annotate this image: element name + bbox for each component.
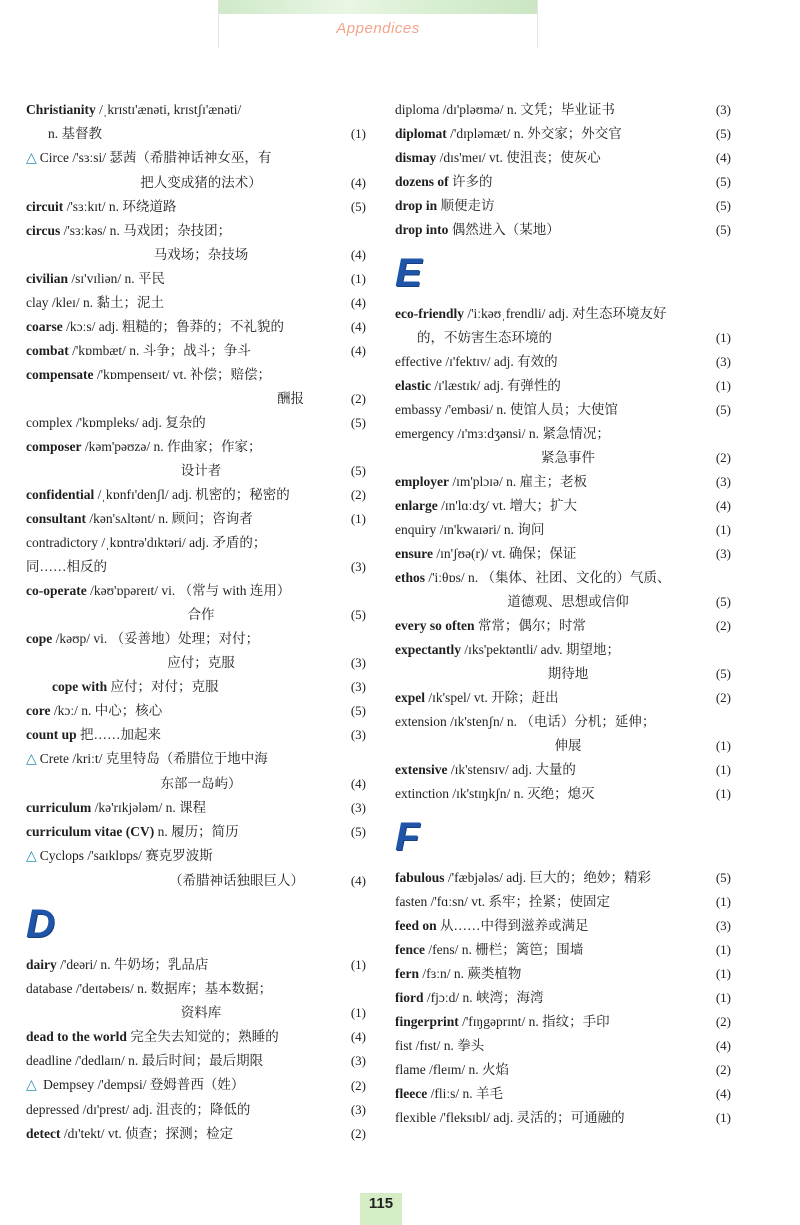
glossary-entry xyxy=(395,218,731,242)
entry-headword: extensive xyxy=(395,762,448,777)
entry-definition: /'sɜːkɪt/ n. 环绕道路 xyxy=(63,199,177,214)
entry-unit-number: (5) xyxy=(715,402,731,417)
entry-unit-number: (4) xyxy=(715,498,731,513)
entry-headword: combat xyxy=(26,343,69,358)
entry-definition: complex /'kɒmpleks/ adj. 复杂的 xyxy=(26,415,206,430)
glossary-entry xyxy=(26,579,366,627)
entry-unit-number: (4) xyxy=(350,343,366,358)
glossary-entry xyxy=(26,219,366,267)
entry-definition: /'iːθɒs/ n. （集体、社团、文化的）气质、 xyxy=(425,570,671,585)
entry-definition: 完全失去知觉的；熟睡的 xyxy=(126,1029,279,1044)
glossary-entry xyxy=(395,170,731,194)
entry-definition: /kəʊp/ vi. （妥善地）处理；对付； xyxy=(52,631,260,646)
entry-headword: circus xyxy=(26,223,61,238)
glossary-entry xyxy=(26,1049,366,1073)
entry-headword: fleece xyxy=(395,1086,428,1101)
entry-definition: fasten /'fɑːsn/ vt. 系牢；拴紧；使固定 xyxy=(395,894,610,909)
entry-unit-number: (2) xyxy=(715,450,731,465)
entry-definition: clay /kleɪ/ n. 黏土；泥土 xyxy=(26,295,164,310)
entry-definition: 顺便走访 xyxy=(437,198,495,213)
entry-definition: embassy /'embəsi/ n. 使馆人员；大使馆 xyxy=(395,402,618,417)
entry-definition: Cyclops /'saɪklɒps/ 赛克罗波斯 xyxy=(39,848,213,863)
glossary-entry xyxy=(395,638,731,686)
entry-unit-number: (2) xyxy=(715,1014,731,1029)
entry-definition: /fɜːn/ n. 蕨类植物 xyxy=(419,966,522,981)
entry-headword: count up xyxy=(26,727,77,742)
entry-unit-number: (5) xyxy=(715,126,731,141)
glossary-entry xyxy=(26,699,366,723)
entry-headword: ensure xyxy=(395,546,434,561)
glossary-entry xyxy=(395,866,731,890)
entry-definition: flame /fleɪm/ n. 火焰 xyxy=(395,1062,509,1077)
entry-continuation: 伸展 xyxy=(554,738,582,753)
entry-unit-number: (5) xyxy=(350,199,366,214)
glossary-entry xyxy=(26,953,366,977)
entry-definition: depressed /dɪ'prest/ adj. 沮丧的；降低的 xyxy=(26,1102,251,1117)
entry-headword: dozens of xyxy=(395,174,449,189)
entry-headword: fiord xyxy=(395,990,424,1005)
glossary-entry xyxy=(395,758,731,782)
glossary-column-right xyxy=(395,98,731,1130)
entry-unit-number: (2) xyxy=(715,690,731,705)
entry-definition: flexible /'fleksɪbl/ adj. 灵活的；可通融的 xyxy=(395,1110,625,1125)
entry-definition: /kɔː/ n. 中心；核心 xyxy=(50,703,163,718)
entry-unit-number: (3) xyxy=(715,474,731,489)
glossary-entry xyxy=(395,1010,731,1034)
entry-unit-number: (5) xyxy=(715,594,731,609)
entry-headword: fingerprint xyxy=(395,1014,459,1029)
glossary-entry xyxy=(26,1073,366,1098)
entry-definition: /'deəri/ n. 牛奶场；乳品店 xyxy=(56,957,209,972)
entry-unit-number: (1) xyxy=(715,966,731,981)
entry-unit-number: (5) xyxy=(715,666,731,681)
entry-headword: dismay xyxy=(395,150,437,165)
entry-definition: /fjɔːd/ n. 峡湾；海湾 xyxy=(423,990,544,1005)
entry-definition: /ɪn'ʃʊə(r)/ vt. 确保；保证 xyxy=(433,546,577,561)
entry-headword: circuit xyxy=(26,199,64,214)
glossary-entry xyxy=(26,315,366,339)
entry-continuation: 合作 xyxy=(187,607,215,622)
entry-continuation: 马戏场；杂技场 xyxy=(153,247,249,262)
entry-unit-number: (1) xyxy=(350,957,366,972)
entry-unit-number: (5) xyxy=(350,415,366,430)
entry-unit-number: (2) xyxy=(350,391,366,406)
entry-unit-number: (2) xyxy=(350,1126,366,1141)
entry-definition: deadline /'dedlaɪn/ n. 最后时间；最后期限 xyxy=(26,1053,264,1068)
glossary-entry xyxy=(395,98,731,122)
entry-continuation: n. 基督教 xyxy=(48,126,102,141)
entry-definition: /ˌkrɪstɪ'ænəti, krɪstʃɪ'ænəti/ xyxy=(95,102,242,117)
entry-unit-number: (5) xyxy=(350,463,366,478)
entry-continuation: 的，不妨害生态环境的 xyxy=(417,330,552,345)
entry-definition: emergency /ɪ'mɜːdʒənsi/ n. 紧急情况； xyxy=(395,426,610,441)
entry-headword: fabulous xyxy=(395,870,445,885)
entry-unit-number: (1) xyxy=(715,894,731,909)
entry-headword: ethos xyxy=(395,570,425,585)
entry-unit-number: (5) xyxy=(715,870,731,885)
entry-continuation: 把人变成猪的法术） xyxy=(140,175,262,190)
entry-unit-number: (3) xyxy=(715,102,731,117)
entry-unit-number: (1) xyxy=(350,271,366,286)
entry-definition: database /'deɪtəbeɪs/ n. 数据库；基本数据； xyxy=(26,981,273,996)
entry-definition: /'iːkəʊˌfrendli/ adj. 对生态环境友好 xyxy=(463,306,667,321)
glossary-entry xyxy=(395,914,731,938)
entry-definition: n. 履历；简历 xyxy=(154,824,239,839)
entry-unit-number: (3) xyxy=(350,559,366,574)
entry-headword: curriculum vitae (CV) xyxy=(26,824,155,839)
glossary-entry xyxy=(26,507,366,531)
entry-unit-number: (5) xyxy=(350,824,366,839)
glossary-entry xyxy=(26,291,366,315)
entry-definition: /ɪk'spel/ vt. 开除；赶出 xyxy=(425,690,559,705)
glossary-entry xyxy=(26,675,366,699)
triangle-marker-icon: △ xyxy=(26,1078,37,1093)
entry-unit-number: (2) xyxy=(715,1062,731,1077)
glossary-entry xyxy=(395,494,731,518)
entry-definition: /'fɪŋgəprɪnt/ n. 指纹；手印 xyxy=(458,1014,610,1029)
glossary-entry xyxy=(26,820,366,844)
section-letter-d: D xyxy=(26,902,55,946)
entry-definition: 从……中得到滋养或满足 xyxy=(436,918,589,933)
entry-definition: /ˌkɒnfɪ'denʃl/ adj. 机密的；秘密的 xyxy=(94,487,290,502)
entry-headword: enlarge xyxy=(395,498,438,513)
entry-unit-number: (4) xyxy=(715,1086,731,1101)
entry-headword: fern xyxy=(395,966,419,981)
glossary-entry xyxy=(26,977,366,1025)
entry-definition: 把……加起来 xyxy=(76,727,162,742)
entry-headword: fence xyxy=(395,942,425,957)
glossary-entry xyxy=(26,195,366,219)
entry-unit-number: (5) xyxy=(350,607,366,622)
entry-unit-number: (5) xyxy=(715,174,731,189)
entry-unit-number: (3) xyxy=(350,655,366,670)
entry-definition: diploma /dɪ'pləʊmə/ n. 文凭；毕业证书 xyxy=(395,102,615,117)
section-letter-f: F xyxy=(395,815,420,859)
glossary-entry xyxy=(395,1034,731,1058)
entry-definition: /kəm'pəʊzə/ n. 作曲家；作家； xyxy=(81,439,262,454)
glossary-entry xyxy=(26,531,366,579)
entry-unit-number: (1) xyxy=(715,330,731,345)
glossary-entry xyxy=(395,302,731,350)
entry-continuation: 东部一岛屿） xyxy=(160,776,242,791)
entry-unit-number: (3) xyxy=(715,918,731,933)
entry-headword: cope with xyxy=(52,679,108,694)
entry-unit-number: (3) xyxy=(350,800,366,815)
glossary-column-left xyxy=(26,98,366,1146)
glossary-entry xyxy=(26,339,366,363)
entry-definition: /ɪn'lɑːdʒ/ vt. 增大；扩大 xyxy=(437,498,577,513)
entry-unit-number: (4) xyxy=(715,150,731,165)
entry-continuation: 同……相反的 xyxy=(26,559,107,574)
entry-headword: co-operate xyxy=(26,583,87,598)
entry-unit-number: (1) xyxy=(715,762,731,777)
triangle-marker-icon: △ xyxy=(26,849,37,864)
entry-definition: /'kɒmbæt/ n. 斗争；战斗；争斗 xyxy=(68,343,251,358)
entry-unit-number: (1) xyxy=(715,990,731,1005)
triangle-marker-icon: △ xyxy=(26,752,37,767)
glossary-entry xyxy=(395,470,731,494)
entry-unit-number: (4) xyxy=(350,247,366,262)
entry-headword: every so often xyxy=(395,618,475,633)
entry-headword: dead to the world xyxy=(26,1029,127,1044)
entry-definition: Dempsey /'dempsi/ 登姆普西（姓） xyxy=(39,1077,245,1092)
glossary-entry xyxy=(395,782,731,806)
entry-headword: consultant xyxy=(26,511,87,526)
entry-definition: /kə'rɪkjələm/ n. 课程 xyxy=(91,800,207,815)
glossary-entry xyxy=(395,566,731,614)
entry-headword: composer xyxy=(26,439,82,454)
entry-unit-number: (1) xyxy=(715,942,731,957)
entry-unit-number: (1) xyxy=(715,522,731,537)
appendices-header xyxy=(218,0,538,48)
entry-unit-number: (4) xyxy=(350,873,366,888)
glossary-entry xyxy=(395,962,731,986)
glossary-entry xyxy=(26,627,366,675)
entry-headword: dairy xyxy=(26,957,57,972)
entry-unit-number: (3) xyxy=(350,1053,366,1068)
entry-unit-number: (1) xyxy=(715,786,731,801)
section-letter-e: E xyxy=(395,251,422,295)
entry-unit-number: (2) xyxy=(715,618,731,633)
entry-unit-number: (2) xyxy=(350,1078,366,1093)
entry-headword: diplomat xyxy=(395,126,447,141)
entry-unit-number: (3) xyxy=(715,546,731,561)
glossary-entry xyxy=(395,938,731,962)
entry-continuation: 期待地 xyxy=(547,666,589,681)
glossary-entry xyxy=(26,98,366,146)
entry-unit-number: (1) xyxy=(350,511,366,526)
glossary-entry xyxy=(395,146,731,170)
entry-definition: /kɔːs/ adj. 粗糙的；鲁莽的；不礼貌的 xyxy=(62,319,284,334)
entry-headword: expectantly xyxy=(395,642,461,657)
entry-unit-number: (1) xyxy=(715,738,731,753)
entry-headword: eco-friendly xyxy=(395,306,464,321)
glossary-entry xyxy=(395,614,731,638)
entry-headword: elastic xyxy=(395,378,431,393)
entry-headword: confidential xyxy=(26,487,95,502)
entry-unit-number: (2) xyxy=(350,487,366,502)
entry-unit-number: (3) xyxy=(350,679,366,694)
glossary-entry xyxy=(395,686,731,710)
entry-headword: feed on xyxy=(395,918,437,933)
entry-headword: compensate xyxy=(26,367,94,382)
entry-definition: /'sɜːkəs/ n. 马戏团；杂技团； xyxy=(60,223,232,238)
entry-definition: /dɪ'tekt/ vt. 侦查；探测；检定 xyxy=(60,1126,234,1141)
entry-definition: /'dɪpləmæt/ n. 外交家；外交官 xyxy=(446,126,622,141)
entry-definition: 许多的 xyxy=(448,174,493,189)
glossary-entry xyxy=(395,542,731,566)
entry-unit-number: (1) xyxy=(350,126,366,141)
glossary-entry xyxy=(26,1025,366,1049)
glossary-entry xyxy=(395,710,731,758)
entry-headword: Christianity xyxy=(26,102,96,117)
entry-unit-number: (5) xyxy=(350,703,366,718)
entry-headword: curriculum xyxy=(26,800,92,815)
glossary-entry xyxy=(26,747,366,796)
glossary-entry xyxy=(395,986,731,1010)
header-title: Appendices xyxy=(336,20,420,37)
entry-definition: extension /ɪk'stenʃn/ n. （电话）分机；延伸； xyxy=(395,714,656,729)
glossary-entry xyxy=(26,844,366,893)
glossary-entry xyxy=(395,374,731,398)
entry-definition: Circe /'sɜːsi/ 瑟茜（希腊神话神女巫，有 xyxy=(39,150,272,165)
entry-headword: drop in xyxy=(395,198,438,213)
entry-unit-number: (4) xyxy=(715,1038,731,1053)
glossary-entry xyxy=(26,267,366,291)
entry-continuation: 酬报 xyxy=(277,391,304,406)
entry-continuation: 资料库 xyxy=(180,1005,222,1020)
page-number: 115 xyxy=(360,1193,402,1225)
entry-unit-number: (5) xyxy=(715,222,731,237)
entry-definition: /ɪk'stensɪv/ adj. 大量的 xyxy=(447,762,576,777)
entry-definition: extinction /ɪk'stɪŋkʃn/ n. 灭绝；熄灭 xyxy=(395,786,595,801)
entry-unit-number: (4) xyxy=(350,1029,366,1044)
glossary-entry xyxy=(395,1058,731,1082)
glossary-entry xyxy=(26,435,366,483)
entry-headword: cope xyxy=(26,631,53,646)
glossary-entry xyxy=(26,723,366,747)
triangle-marker-icon: △ xyxy=(26,151,37,166)
glossary-entry xyxy=(395,518,731,542)
glossary-entry xyxy=(26,363,366,411)
entry-definition: /ɪm'plɔɪə/ n. 雇主；老板 xyxy=(448,474,588,489)
entry-continuation: （希腊神话独眼巨人） xyxy=(169,873,304,888)
glossary-entry xyxy=(26,1098,366,1122)
entry-definition: enquiry /ɪn'kwaɪəri/ n. 询问 xyxy=(395,522,545,537)
glossary-entry xyxy=(395,422,731,470)
glossary-entry xyxy=(26,411,366,435)
entry-headword: drop into xyxy=(395,222,449,237)
entry-definition: /fliːs/ n. 羊毛 xyxy=(427,1086,503,1101)
entry-unit-number: (4) xyxy=(350,295,366,310)
entry-definition: /ɪks'pektəntli/ adv. 期望地； xyxy=(460,642,621,657)
entry-headword: expel xyxy=(395,690,425,705)
entry-unit-number: (1) xyxy=(715,1110,731,1125)
entry-headword: employer xyxy=(395,474,449,489)
entry-unit-number: (4) xyxy=(350,175,366,190)
entry-unit-number: (1) xyxy=(350,1005,366,1020)
entry-definition: /fens/ n. 栅栏；篱笆；围墙 xyxy=(424,942,584,957)
glossary-entry xyxy=(395,122,731,146)
glossary-entry xyxy=(395,1082,731,1106)
entry-definition: effective /ɪ'fektɪv/ adj. 有效的 xyxy=(395,354,558,369)
header-decoration xyxy=(219,0,537,14)
entry-definition: 应付；对付；克服 xyxy=(107,679,219,694)
entry-headword: detect xyxy=(26,1126,61,1141)
entry-definition: /sɪ'vɪliən/ n. 平民 xyxy=(68,271,165,286)
entry-definition: fist /fɪst/ n. 拳头 xyxy=(395,1038,485,1053)
glossary-entry xyxy=(395,1106,731,1130)
entry-continuation: 设计者 xyxy=(180,463,222,478)
glossary-entry xyxy=(26,483,366,507)
entry-definition: /dɪs'meɪ/ vt. 使沮丧；使灰心 xyxy=(436,150,601,165)
entry-unit-number: (3) xyxy=(350,1102,366,1117)
entry-definition: /kəʊ'ɒpəreɪt/ vi. （常与 with 连用） xyxy=(86,583,291,598)
entry-unit-number: (3) xyxy=(350,727,366,742)
entry-definition: Crete /kriːt/ 克里特岛（希腊位于地中海 xyxy=(39,751,268,766)
entry-unit-number: (4) xyxy=(350,776,366,791)
entry-definition: /'fæbjələs/ adj. 巨大的；绝妙；精彩 xyxy=(444,870,651,885)
entry-definition: 常常；偶尔；时常 xyxy=(474,618,586,633)
entry-headword: coarse xyxy=(26,319,63,334)
glossary-entry xyxy=(26,146,366,195)
entry-unit-number: (3) xyxy=(715,354,731,369)
entry-definition: 偶然进入（某地） xyxy=(448,222,560,237)
glossary-entry xyxy=(395,398,731,422)
entry-definition: contradictory /ˌkɒntrə'dɪktəri/ adj. 矛盾的； xyxy=(26,535,267,550)
entry-headword: core xyxy=(26,703,51,718)
entry-headword: civilian xyxy=(26,271,69,286)
entry-continuation: 紧急事件 xyxy=(541,450,595,465)
entry-continuation: 应付；克服 xyxy=(167,655,235,670)
entry-continuation: 道德观、思想或信仰 xyxy=(507,594,629,609)
entry-unit-number: (1) xyxy=(715,378,731,393)
glossary-entry xyxy=(26,1122,366,1146)
glossary-entry xyxy=(395,890,731,914)
entry-definition: /kən'sʌltənt/ n. 顾问；咨询者 xyxy=(86,511,253,526)
glossary-entry xyxy=(395,350,731,374)
glossary-entry xyxy=(395,194,731,218)
entry-definition: /ɪ'læstɪk/ adj. 有弹性的 xyxy=(431,378,561,393)
entry-unit-number: (5) xyxy=(715,198,731,213)
entry-definition: /'kɒmpenseɪt/ vt. 补偿；赔偿； xyxy=(93,367,271,382)
glossary-entry xyxy=(26,796,366,820)
entry-unit-number: (4) xyxy=(350,319,366,334)
